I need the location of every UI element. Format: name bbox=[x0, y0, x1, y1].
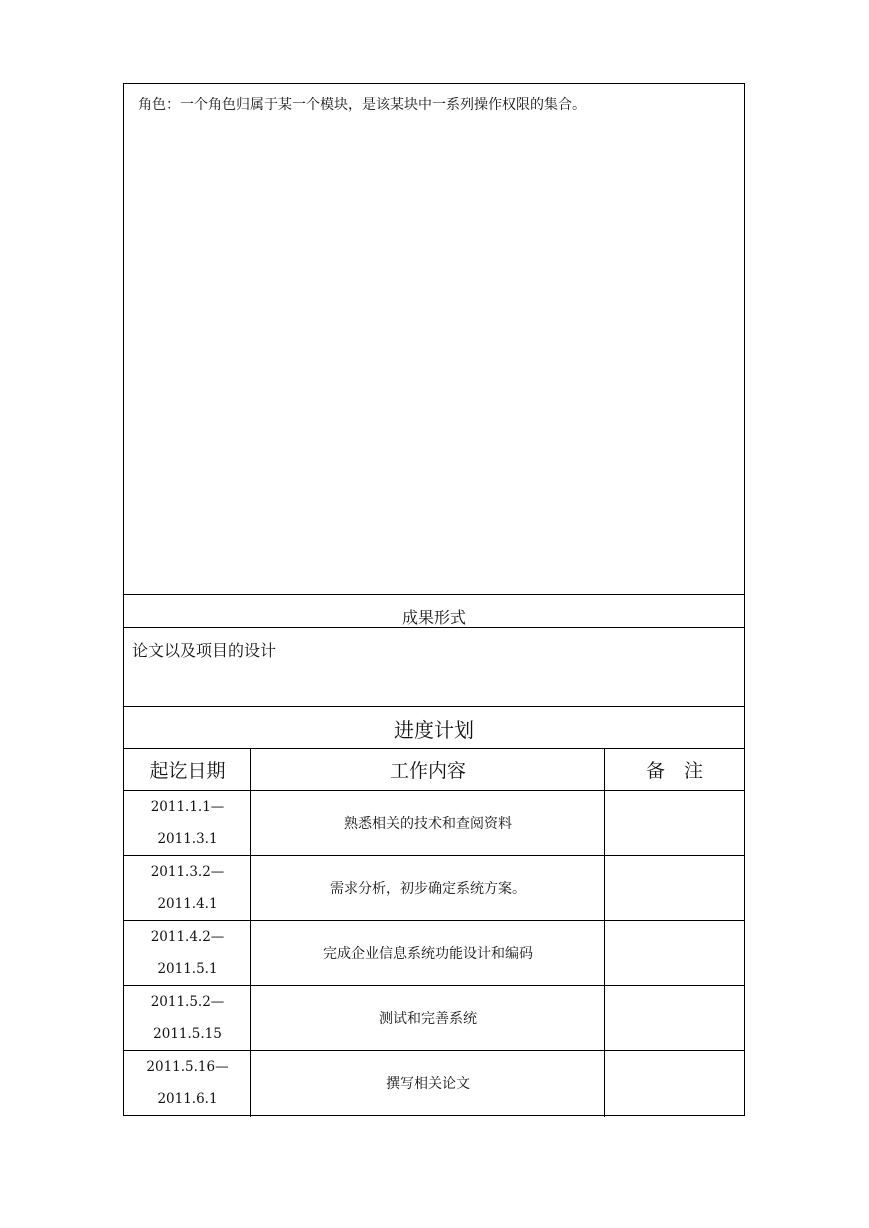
table-row-note bbox=[605, 986, 744, 1050]
outcome-title: 成果形式 bbox=[401, 608, 466, 627]
table-row-task: 撰写相关论文 bbox=[386, 1076, 470, 1092]
table-row-date bbox=[124, 1051, 251, 1115]
header-content: 工作内容 bbox=[389, 760, 466, 782]
header-note: 备 注 bbox=[645, 760, 703, 782]
date-end: 2011.4.1 bbox=[157, 896, 218, 912]
table-row-note bbox=[605, 791, 744, 855]
table-row-note bbox=[605, 1051, 744, 1115]
date-end: 2011.5.15 bbox=[153, 1026, 222, 1042]
date-end: 2011.5.1 bbox=[157, 961, 218, 977]
divider bbox=[124, 706, 744, 707]
table-row-note bbox=[605, 921, 744, 985]
header-date: 起讫日期 bbox=[149, 760, 226, 782]
divider bbox=[124, 627, 744, 628]
date-start: 2011.1.1— bbox=[150, 799, 225, 815]
date-end: 2011.3.1 bbox=[157, 831, 218, 847]
date-end: 2011.6.1 bbox=[157, 1091, 218, 1107]
date-start: 2011.3.2— bbox=[150, 864, 225, 880]
table-row-task: 需求分析，初步确定系统方案。 bbox=[330, 881, 526, 897]
intro-text: 角色：一个角色归属于某一个模块，是该某块中一系列操作权限的集合。 bbox=[138, 97, 586, 113]
table-row-note bbox=[605, 856, 744, 920]
table-row-task: 熟悉相关的技术和查阅资料 bbox=[344, 816, 512, 832]
divider bbox=[124, 594, 744, 595]
table-row-date bbox=[124, 921, 251, 985]
outcome-content: 论文以及项目的设计 bbox=[132, 641, 277, 660]
date-start: 2011.5.2— bbox=[150, 994, 225, 1010]
table-row-date bbox=[124, 856, 251, 920]
table-row-date bbox=[124, 791, 251, 855]
table-row-task: 测试和完善系统 bbox=[379, 1011, 477, 1027]
table-row-task: 完成企业信息系统功能设计和编码 bbox=[323, 946, 533, 962]
form-table bbox=[123, 83, 745, 1116]
date-start: 2011.5.16— bbox=[146, 1059, 229, 1075]
date-start: 2011.4.2— bbox=[150, 929, 225, 945]
schedule-title: 进度计划 bbox=[394, 718, 474, 742]
table-row-date bbox=[124, 986, 251, 1050]
